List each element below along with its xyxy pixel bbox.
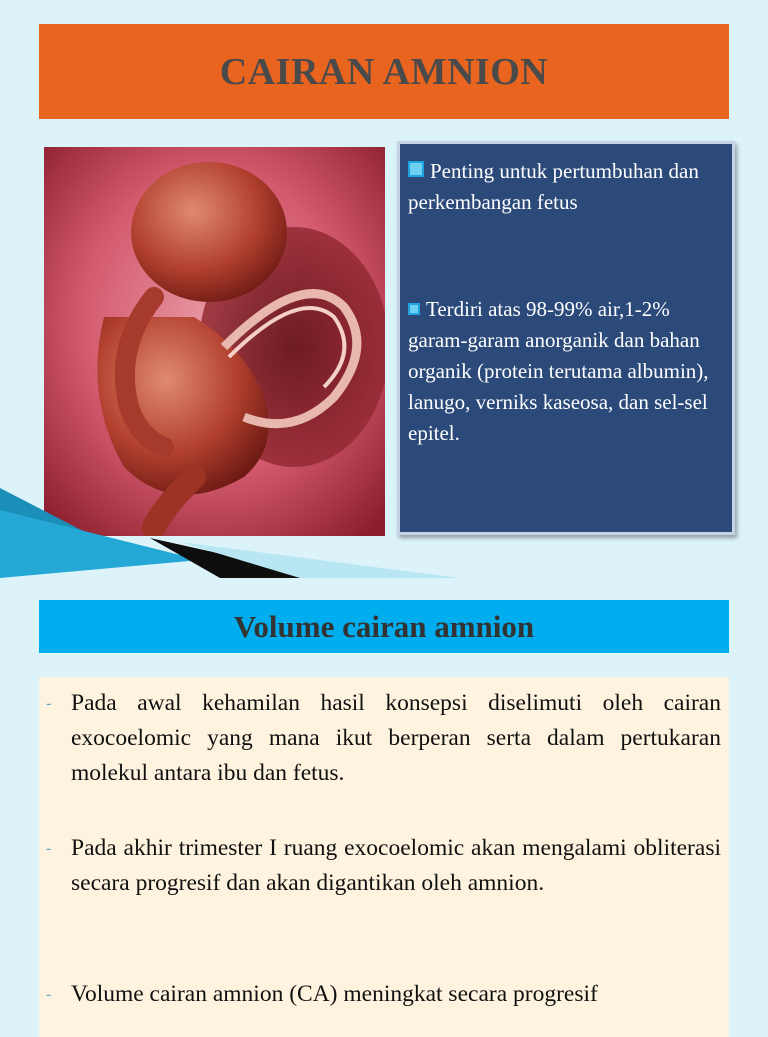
list-item: - Volume cairan amnion (CA) meningkat secara progresif <box>71 977 721 1012</box>
checkbox-bullet-icon <box>408 161 424 177</box>
section-heading: Volume cairan amnion <box>233 608 535 644</box>
slide-title: CAIRAN AMNION <box>219 50 549 93</box>
slide-2 <box>0 578 768 1024</box>
info-bullet-1: Penting untuk pertumbuhan dan perkembangan fetus <box>408 159 699 214</box>
list-item: - Pada awal kehamilan hasil konsepsi diselimuti oleh cairan exocoelomic yang mana ikut berperan serta dalam pertukaran molekul antara ibu dan fetus. <box>71 686 721 791</box>
dash-bullet-icon: - <box>46 986 52 1003</box>
checkbox-bullet-icon <box>408 303 420 315</box>
content-box <box>39 677 729 1037</box>
list-item: - Pada akhir trimester I ruang exocoelomic akan mengalami obliterasi secara progresif dan akan digantikan oleh amnion. <box>71 831 721 901</box>
title-banner <box>39 24 729 119</box>
heading-banner <box>39 600 729 653</box>
dash-bullet-icon: - <box>46 695 52 712</box>
info-bullet-2: Terdiri atas 98-99% air,1-2% garam-garam anorganik dan bahan organik (protein terutama albumin), lanugo, verniks kaseosa, dan sel-sel epitel. <box>408 297 709 445</box>
dash-bullet-icon: - <box>46 840 52 857</box>
decorative-swoosh <box>0 470 520 578</box>
